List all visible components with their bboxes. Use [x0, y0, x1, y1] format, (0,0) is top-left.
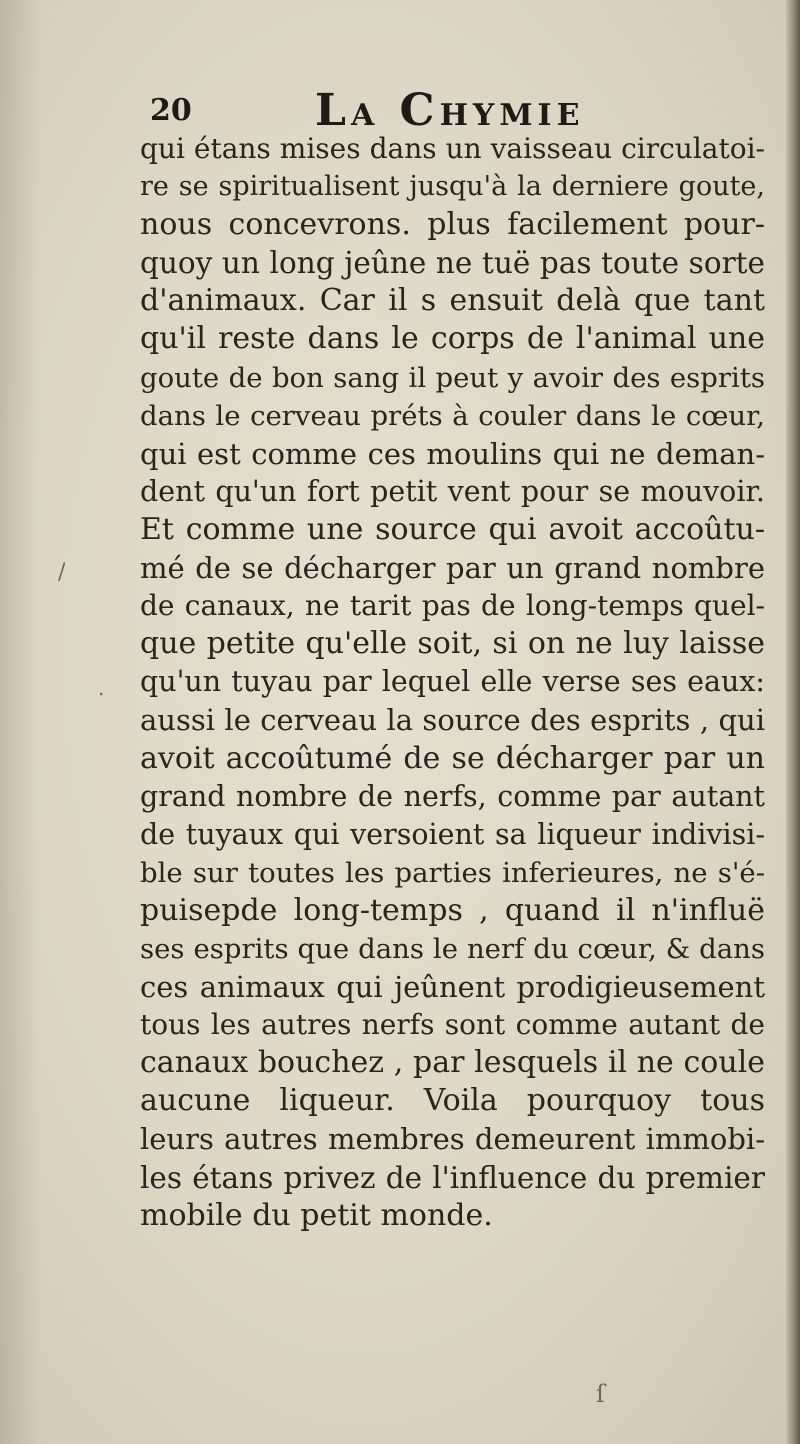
- spine-shadow: [0, 0, 40, 1444]
- title-rest-1: A: [350, 98, 380, 133]
- text-line: tous les autres nerfs sont comme autant de: [140, 1008, 765, 1042]
- page-number: 20: [150, 93, 192, 128]
- text-line: dans le cerveau préts à couler dans le cœur,: [140, 399, 765, 432]
- title-initial-2: C: [399, 85, 440, 136]
- page-edge: [786, 0, 800, 1444]
- margin-mark: .: [98, 676, 105, 700]
- text-line: leurs autres membres demeurent immobi-: [140, 1122, 765, 1157]
- text-line: aucune liqueur. Voila pourquoy tous: [140, 1083, 765, 1119]
- text-line: dent qu'un fort petit vent pour se mouvoir.: [140, 474, 765, 508]
- running-title: [315, 85, 584, 136]
- text-line: qui est comme ces moulins qui ne deman-: [140, 436, 765, 471]
- text-line: d'animaux. Car il s ensuit delà que tant: [140, 283, 765, 319]
- text-line: canaux bouchez , par lesquels il ne coule: [140, 1045, 765, 1081]
- text-line: de canaux, ne tarit pas de long-temps quel-: [140, 589, 765, 623]
- text-line: les étans privez de l'influence du premier: [140, 1160, 765, 1195]
- text-line: puisepde long-temps , quand il n'influë: [140, 892, 765, 928]
- text-line: re se spiritualisent jusqu'à la derniere goute,: [140, 171, 765, 203]
- text-line: goute de bon sang il peut y avoir des esprits: [140, 361, 765, 394]
- text-line: mobile du petit monde.: [140, 1197, 493, 1233]
- text-line: grand nombre de nerfs, comme par autant: [140, 779, 765, 813]
- text-line: aussi le cerveau la source des esprits , qui: [140, 703, 765, 738]
- text-line: Et comme une source qui avoit accoûtu-: [140, 511, 765, 547]
- title-initial-1: L: [315, 85, 351, 136]
- text-line: qui étans mises dans un vaisseau circulatoi-: [140, 132, 765, 165]
- margin-mark: ſ: [596, 1380, 605, 1408]
- text-line: qu'un tuyau par lequel elle verse ses eaux:: [140, 665, 765, 699]
- text-line: avoit accoûtumé de se décharger par un: [140, 740, 765, 776]
- text-line: ces animaux qui jeûnent prodigieusement: [140, 970, 765, 1005]
- text-line: nous concevrons. plus facilement pour-: [140, 207, 765, 243]
- margin-mark: /: [58, 560, 66, 585]
- text-line: ses esprits que dans le nerf du cœur, & dans: [140, 932, 765, 965]
- text-line: ble sur toutes les parties inferieures, ne s'é-: [140, 856, 765, 889]
- text-line: mé de se décharger par un grand nombre: [140, 551, 765, 586]
- page-header: [150, 85, 710, 135]
- text-line: que petite qu'elle soit, si on ne luy laisse: [140, 626, 765, 662]
- body-text: [140, 130, 765, 1235]
- text-line: qu'il reste dans le corps de l'animal une: [140, 321, 765, 357]
- text-line: de tuyaux qui versoient sa liqueur indivisi-: [140, 817, 765, 851]
- text-line: quoy un long jeûne ne tuë pas toute sorte: [140, 246, 765, 281]
- title-rest-2: HYMIE: [439, 98, 585, 133]
